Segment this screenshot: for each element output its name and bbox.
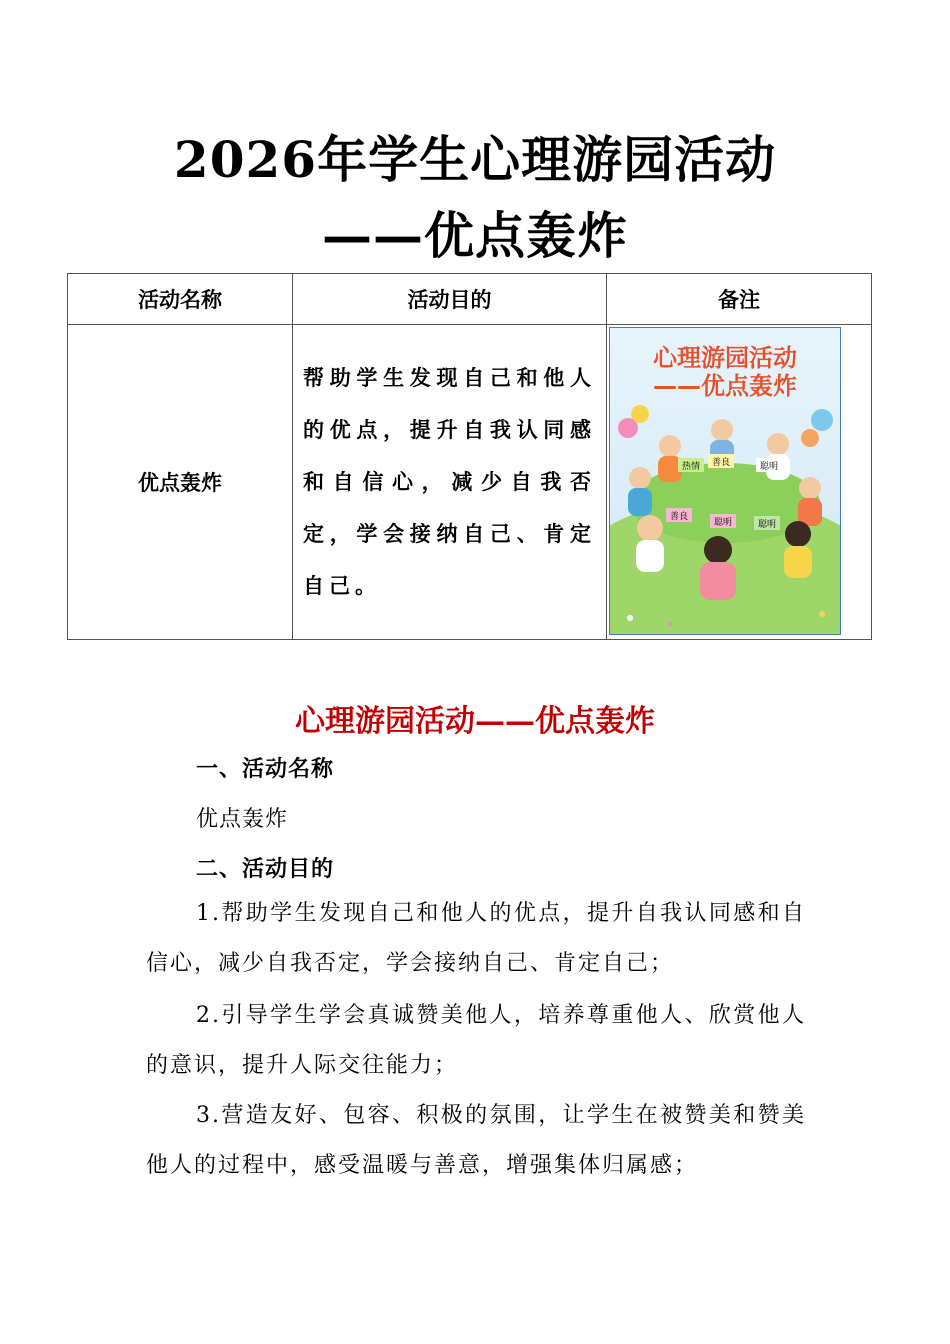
goal-paragraph-1: 1.帮助学生发现自己和他人的优点，提升自我认同感和自信心，减少自我否定，学会接纳自己、肯定自己； xyxy=(146,901,806,976)
header-activity-goal: 活动目的 xyxy=(293,274,607,325)
activity-poster-image xyxy=(609,327,841,635)
heading-activity-name: 一、活动名称 xyxy=(196,756,335,782)
goal-paragraph-3: 3.营造友好、包容、积极的氛围，让学生在被赞美和赞美他人的过程中，感受温暖与善意，增强集体归属感； xyxy=(146,1103,806,1178)
poster-card-3: 善良 xyxy=(669,512,689,522)
poster-card-4: 聪明 xyxy=(713,518,733,528)
poster-card-1: 善良 xyxy=(711,458,731,468)
header-activity-name: 活动名称 xyxy=(68,274,293,325)
table-header-row xyxy=(68,274,872,325)
cell-remarks xyxy=(607,325,872,640)
table-row xyxy=(68,325,872,640)
poster-card-2: 聪明 xyxy=(759,462,779,472)
goal-paragraph-2: 2.引导学生学会真诚赞美他人，培养尊重他人、欣赏他人的意识，提升人际交往能力； xyxy=(146,1003,806,1078)
activity-table xyxy=(67,273,872,640)
poster-title-line1: 心理游园活动 xyxy=(653,344,797,372)
document-title-line1: 2026年学生心理游园活动 xyxy=(173,130,777,189)
header-remarks: 备注 xyxy=(607,274,872,325)
poster-card-5: 聪明 xyxy=(757,520,777,530)
heading-activity-goal: 二、活动目的 xyxy=(196,856,335,882)
section-title: 心理游园活动——优点轰炸 xyxy=(295,704,655,739)
cell-activity-name: 优点轰炸 xyxy=(68,325,293,640)
poster-card-0: 热情 xyxy=(681,462,701,472)
cell-activity-goal: 帮助学生发现自己和他人的优点，提升自我认同感和自信心，减少自我否定，学会接纳自己、肯定自己。 xyxy=(293,325,607,640)
poster-title-line2: ——优点轰炸 xyxy=(653,372,797,400)
document-title-line2: ——优点轰炸 xyxy=(322,206,628,265)
activity-name-text: 优点轰炸 xyxy=(196,807,289,832)
